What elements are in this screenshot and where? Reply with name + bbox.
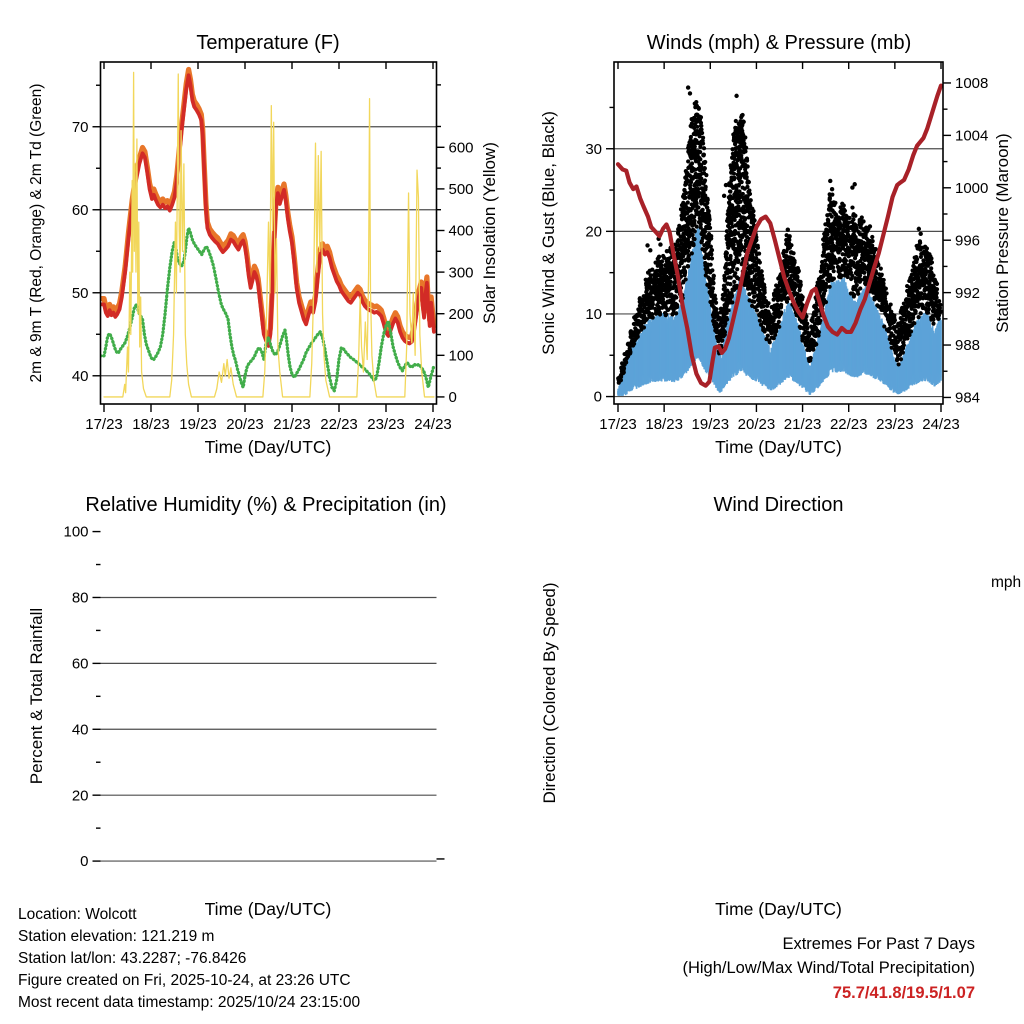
x-axis-label-temperature: Time (Day/UTC) [204,437,332,457]
extremes-subheading: (High/Low/Max Wind/Total Precipitation) [682,959,975,977]
humidity-precip-title: Relative Humidity (%) & Precipitation (in) [85,494,447,516]
temperature-title: Temperature (F) [196,32,340,54]
footer-latlon: Station lat/lon: 43.2287; -76.8426 [18,950,247,967]
percent-rainfall-y-axis-label: Percent & Total Rainfall [27,607,46,785]
footer-elevation: Station elevation: 121.219 m [18,928,215,945]
footer-location: Location: Wolcott [18,906,137,923]
extremes-values: 75.7/41.8/19.5/1.07 [832,984,975,1002]
winds-pressure-title: Winds (mph) & Pressure (mb) [646,32,912,54]
x-axis-label-direction: Time (Day/UTC) [715,899,842,919]
wind-gust-y-axis-label: Sonic Wind & Gust (Blue, Black) [539,111,558,355]
station-pressure-y-axis-label: Station Pressure (Maroon) [993,133,1012,333]
solar-insolation-y-axis-label: Solar Insolation (Yellow) [480,142,499,324]
wind-direction-title: Wind Direction [713,494,844,516]
colorbar-units-label: mph [991,574,1022,591]
direction-y-axis-label: Direction (Colored By Speed) [540,582,559,804]
x-axis-label-humidity: Time (Day/UTC) [204,899,332,919]
extremes-heading: Extremes For Past 7 Days [782,935,975,953]
footer-created: Figure created on Fri, 2025-10-24, at 23:26 UTC [18,972,351,989]
temperature-y-axis-label: 2m & 9m T (Red, Orange) & 2m Td (Green) [28,83,45,383]
footer-timestamp: Most recent data timestamp: 2025/10/24 23:15:00 [18,994,361,1011]
x-axis-label-winds: Time (Day/UTC) [715,437,842,457]
